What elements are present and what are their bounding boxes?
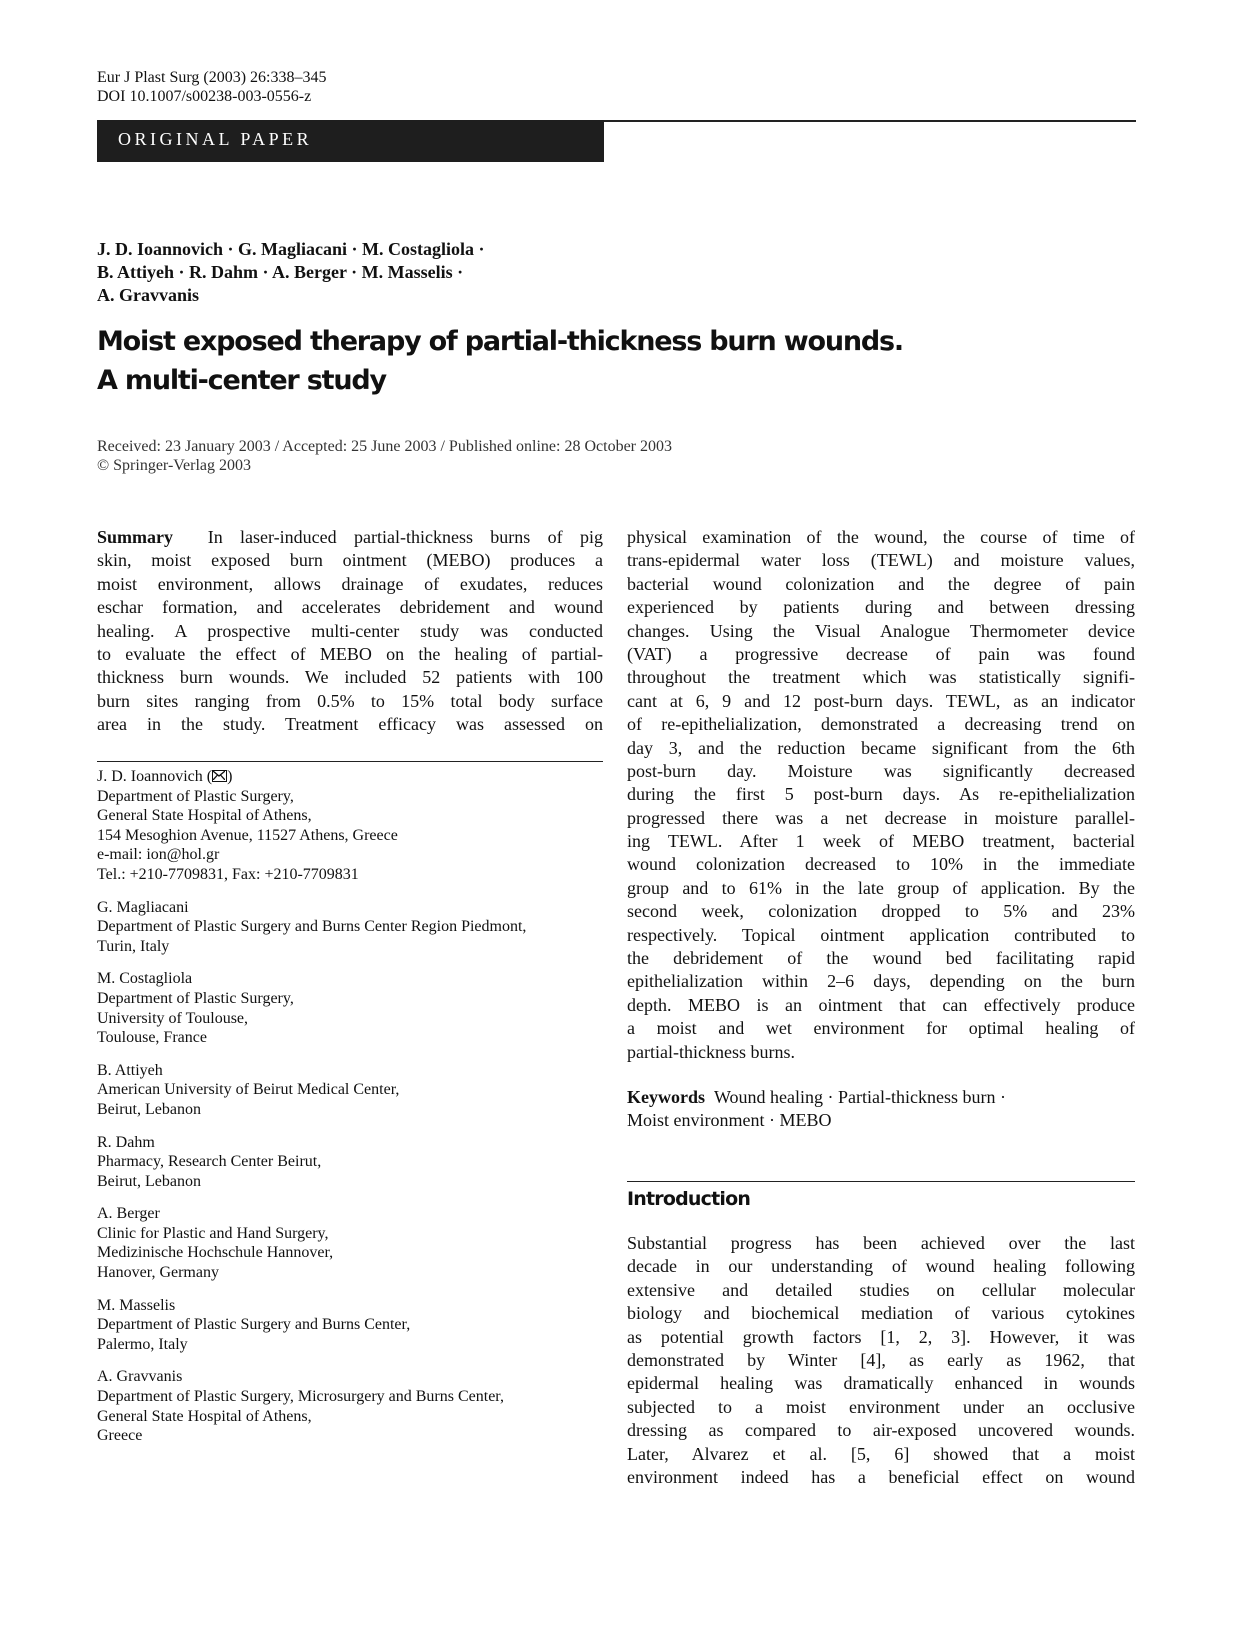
author-line: A. Gravvanis: [97, 285, 200, 305]
summary-line: ing TEWL. After 1 week of MEBO treatment, bacterial: [627, 831, 1135, 852]
paper-type-label: ORIGINAL PAPER: [118, 129, 313, 149]
summary-line: bacterial wound colonization and the degree of pain: [627, 573, 1135, 594]
affiliation-line: Toulouse, France: [97, 1029, 207, 1047]
affiliation-name: B. Attiyeh: [97, 1061, 163, 1079]
affiliation: [97, 898, 603, 957]
intro-line: biology and biochemical mediation of various cytokines: [627, 1303, 1135, 1324]
affiliation-line: American University of Beirut Medical Center,: [97, 1081, 400, 1099]
introduction-body: [627, 1232, 1135, 1489]
affiliation-line: University of Toulouse,: [97, 1009, 249, 1027]
affiliation: [97, 1133, 603, 1192]
author-list: [97, 238, 617, 307]
summary-line: throughout the treatment which was statistically signifi-: [627, 667, 1135, 688]
title-line: A multi-center study: [97, 365, 386, 396]
email-line: e-mail: ion@hol.gr: [97, 846, 220, 864]
doi: DOI 10.1007/s00238-003-0556-z: [97, 88, 312, 105]
intro-line: Substantial progress has been achieved over the last: [627, 1233, 1135, 1253]
phone-line: Tel.: +210-7709831, Fax: +210-7709831: [97, 865, 359, 883]
summary-line: depth. MEBO is an ointment that can effectively produce: [627, 994, 1135, 1015]
summary-line: physical examination of the wound, the course of time of: [627, 527, 1135, 547]
intro-line: epidermal healing was dramatically enhanced in wounds: [627, 1373, 1135, 1394]
affiliation-line: Department of Plastic Surgery and Burns Center Region Piedmont,: [97, 918, 527, 936]
affiliation-line: Hanover, Germany: [97, 1264, 219, 1282]
publication-history: [97, 437, 672, 475]
affiliation-name: J. D. Ioannovich: [97, 768, 203, 785]
summary-line: the debridement of the wound bed facilitating rapid: [627, 948, 1135, 969]
affiliation-line: Palermo, Italy: [97, 1335, 188, 1353]
summary-line: second week, colonization dropped to 5% and 23%: [627, 901, 1135, 922]
affiliation-name: M. Masselis: [97, 1296, 176, 1314]
affiliation-name: A. Berger: [97, 1205, 160, 1223]
summary-line: a moist and wet environment for optimal healing of: [627, 1018, 1135, 1039]
affiliation-corresponding: [97, 767, 603, 885]
summary-line: moist environment, allows drainage of exudates, reduces: [97, 573, 603, 594]
affiliation-name: G. Magliacani: [97, 898, 189, 916]
affiliation-line: Clinic for Plastic and Hand Surgery,: [97, 1224, 329, 1242]
affiliation: [97, 1367, 603, 1445]
affiliation-line: Beirut, Lebanon: [97, 1100, 201, 1118]
summary-heading: Summary: [97, 527, 173, 547]
envelope-icon: [212, 770, 227, 782]
summary-line: eschar formation, and accelerates debridement and wound: [97, 597, 603, 618]
summary-right-column: [627, 526, 1135, 1064]
copyright: © Springer-Verlag 2003: [97, 457, 252, 474]
intro-line: environment indeed has a beneficial effect on wound: [627, 1466, 1135, 1487]
intro-line: extensive and detailed studies on cellular molecular: [627, 1279, 1135, 1300]
summary-line: to evaluate the effect of MEBO on the healing of partial-: [97, 643, 603, 664]
affiliation-line: Department of Plastic Surgery,: [97, 989, 294, 1007]
affiliation-name: M. Costagliola: [97, 970, 193, 988]
intro-line: decade in our understanding of wound healing following: [627, 1256, 1135, 1277]
affiliation: [97, 1296, 603, 1355]
author-line: B. Attiyeh · R. Dahm · A. Berger · M. Masselis ·: [97, 262, 464, 282]
affiliation-line: 154 Mesoghion Avenue, 11527 Athens, Greece: [97, 826, 398, 844]
affiliations: [97, 767, 603, 1459]
affiliation-rule: [97, 761, 603, 762]
affiliation-name-line: J. D. Ioannovich ( ): [97, 768, 233, 785]
summary-line: healing. A prospective multi-center study was conducted: [97, 620, 603, 641]
affiliation-line: Department of Plastic Surgery and Burns Center,: [97, 1316, 411, 1334]
history-dates: Received: 23 January 2003 / Accepted: 25 June 2003 / Published online: 28 October 2003: [97, 438, 672, 455]
journal-citation-block: [97, 68, 326, 106]
affiliation-line: Greece: [97, 1427, 143, 1445]
affiliation: [97, 1061, 603, 1120]
paper-type-banner: [97, 120, 604, 162]
keywords-line: Moist environment · MEBO: [627, 1110, 832, 1131]
summary-line: burn sites ranging from 0.5% to 15% total body surface: [97, 690, 603, 711]
affiliation-line: General State Hospital of Athens,: [97, 807, 312, 825]
introduction-rule: [627, 1181, 1135, 1182]
keywords: [627, 1086, 1135, 1133]
summary-line: cant at 6, 9 and 12 post-burn days. TEWL, as an indicator: [627, 690, 1135, 711]
affiliation-line: Medizinische Hochschule Hannover,: [97, 1244, 334, 1262]
affiliation: [97, 1204, 603, 1282]
summary-text: In laser-induced partial-thickness burns of pig: [207, 527, 603, 547]
affiliation-line: Beirut, Lebanon: [97, 1172, 201, 1190]
affiliation-line: Turin, Italy: [97, 937, 170, 955]
summary-line: (VAT) a progressive decrease of pain was found: [627, 643, 1135, 664]
summary-line: changes. Using the Visual Analogue Thermometer device: [627, 620, 1135, 641]
intro-line: dressing as compared to air-exposed uncovered wounds.: [627, 1420, 1135, 1441]
affiliation-line: Pharmacy, Research Center Beirut,: [97, 1153, 322, 1171]
summary-line: partial-thickness burns.: [627, 1041, 795, 1062]
summary-line: experienced by patients during and between dressing: [627, 597, 1135, 618]
summary-line: thickness burn wounds. We included 52 patients with 100: [97, 667, 603, 688]
summary-line: wound colonization decreased to 10% in the immediate: [627, 854, 1135, 875]
summary-line: post-burn day. Moisture was significantly decreased: [627, 760, 1135, 781]
affiliation: [97, 969, 603, 1047]
intro-line: demonstrated by Winter [4], as early as 1962, that: [627, 1349, 1135, 1370]
affiliation-line: General State Hospital of Athens,: [97, 1407, 312, 1425]
affiliation-name: A. Gravvanis: [97, 1368, 183, 1386]
affiliation-line: Department of Plastic Surgery,: [97, 787, 294, 805]
summary-line: of re-epithelialization, demonstrated a decreasing trend on: [627, 714, 1135, 735]
summary-line: trans-epidermal water loss (TEWL) and moisture values,: [627, 550, 1135, 571]
summary-line: during the first 5 post-burn days. As re-epithelialization: [627, 784, 1135, 805]
intro-line: as potential growth factors [1, 2, 3]. However, it was: [627, 1326, 1135, 1347]
affiliation-name: R. Dahm: [97, 1133, 155, 1151]
title-line: Moist exposed therapy of partial-thickness burn wounds.: [97, 326, 903, 357]
affiliation-line: Department of Plastic Surgery, Microsurgery and Burns Center,: [97, 1388, 504, 1406]
journal-citation: Eur J Plast Surg (2003) 26:338–345: [97, 69, 327, 86]
summary-line: group and to 61% in the late group of application. By the: [627, 877, 1135, 898]
keywords-text: Wound healing · Partial-thickness burn ·: [714, 1087, 1006, 1107]
summary-first-line: [97, 526, 603, 549]
keywords-line: [627, 1086, 1135, 1109]
header-rule: [604, 120, 1136, 122]
summary-left-column: [97, 526, 603, 737]
summary-line: skin, moist exposed burn ointment (MEBO) produces a: [97, 550, 603, 571]
summary-line: epithelialization within 2–6 days, depending on the burn: [627, 971, 1135, 992]
introduction-heading: Introduction: [627, 1188, 751, 1210]
summary-line: day 3, and the reduction became significant from the 6th: [627, 737, 1135, 758]
intro-line: subjected to a moist environment under an occlusive: [627, 1396, 1135, 1417]
summary-line: respectively. Topical ointment application contributed to: [627, 924, 1135, 945]
intro-line: Later, Alvarez et al. [5, 6] showed that a moist: [627, 1443, 1135, 1464]
keywords-heading: Keywords: [627, 1087, 705, 1107]
summary-line: area in the study. Treatment efficacy was assessed on: [97, 714, 603, 735]
article-title: [97, 322, 1097, 400]
author-line: J. D. Ioannovich · G. Magliacani · M. Costagliola ·: [97, 239, 485, 259]
summary-line: progressed there was a net decrease in moisture parallel-: [627, 807, 1135, 828]
